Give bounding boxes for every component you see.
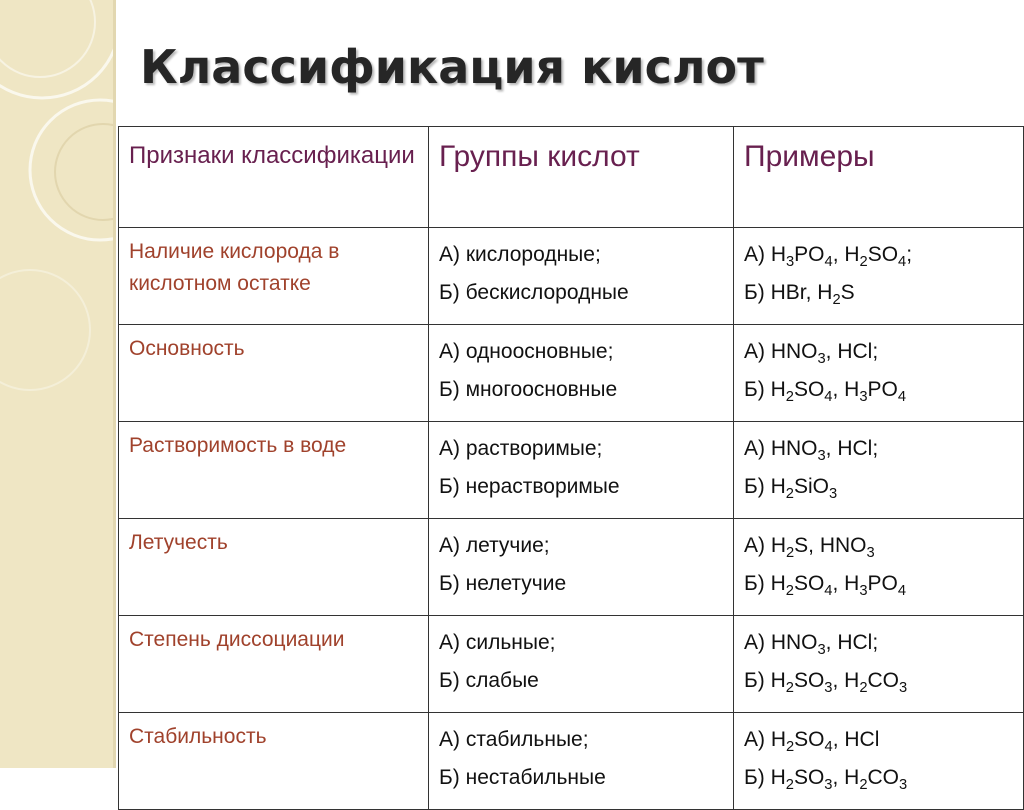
group-b: Б) нестабильные	[439, 766, 606, 789]
table-row	[119, 519, 1024, 616]
examples-cell	[734, 228, 1024, 325]
group-a: А) сильные;	[439, 631, 556, 654]
example-b: Б) $H_2SiO_3$	[744, 475, 838, 503]
table-header-row	[119, 127, 1024, 228]
criterion-cell: Летучесть	[119, 519, 429, 616]
table-row	[119, 616, 1024, 713]
slide-title: Классификация кислот	[140, 40, 764, 94]
table-row	[119, 713, 1024, 810]
groups-cell	[429, 519, 734, 616]
group-a: А) одноосновные;	[439, 340, 614, 363]
group-b: Б) нелетучие	[439, 572, 567, 595]
criterion-cell: Наличие кислорода в кислотном остатке	[119, 228, 429, 325]
example-a: А) $H_2S$, $HNO_3$	[744, 534, 875, 562]
example-b: Б) $H_2SO_3$, $H_2CO_3$	[744, 766, 908, 794]
example-b: Б) $H_2SO_3$, $H_2CO_3$	[744, 669, 908, 697]
criterion-cell: Растворимость в воде	[119, 422, 429, 519]
example-a: А) $HNO_3$, HCl;	[744, 437, 879, 465]
group-a: А) стабильные;	[439, 728, 589, 751]
header-groups: Группы кислот	[429, 127, 734, 228]
examples-cell	[734, 713, 1024, 810]
example-b: Б) $H_2SO_4$, $H_3PO_4$	[744, 572, 906, 600]
table-row	[119, 422, 1024, 519]
group-b: Б) нерастворимые	[439, 475, 620, 498]
criterion-cell: Основность	[119, 325, 429, 422]
example-a: А) $HNO_3$, HCl;	[744, 340, 879, 368]
groups-cell	[429, 616, 734, 713]
group-b: Б) многоосновные	[439, 378, 618, 401]
example-b: Б) HBr, $H_2S$	[744, 281, 855, 309]
header-criteria: Признаки классификации	[119, 127, 429, 228]
strip-divider	[113, 0, 116, 768]
example-a: А) $H_2SO_4$, HCl	[744, 728, 880, 756]
group-a: А) летучие;	[439, 534, 550, 557]
criterion-cell: Стабильность	[119, 713, 429, 810]
group-b: Б) слабые	[439, 669, 539, 692]
decorative-side-strip	[0, 0, 113, 768]
groups-cell	[429, 422, 734, 519]
groups-cell	[429, 228, 734, 325]
examples-cell	[734, 616, 1024, 713]
classification-table	[118, 126, 1024, 810]
table-row	[119, 228, 1024, 325]
example-a: А) $H_3PO_4$, $H_2SO_4$;	[744, 243, 913, 271]
group-a: А) растворимые;	[439, 437, 603, 460]
group-a: А) кислородные;	[439, 243, 601, 266]
header-examples: Примеры	[734, 127, 1024, 228]
examples-cell	[734, 422, 1024, 519]
examples-cell	[734, 519, 1024, 616]
decorative-circles	[0, 0, 113, 768]
group-b: Б) бескислородные	[439, 281, 629, 304]
example-b: Б) $H_2SO_4$, $H_3PO_4$	[744, 378, 906, 406]
criterion-cell: Степень диссоциации	[119, 616, 429, 713]
example-a: А) $HNO_3$, HCl;	[744, 631, 879, 659]
examples-cell	[734, 325, 1024, 422]
table-row	[119, 325, 1024, 422]
groups-cell	[429, 713, 734, 810]
groups-cell	[429, 325, 734, 422]
